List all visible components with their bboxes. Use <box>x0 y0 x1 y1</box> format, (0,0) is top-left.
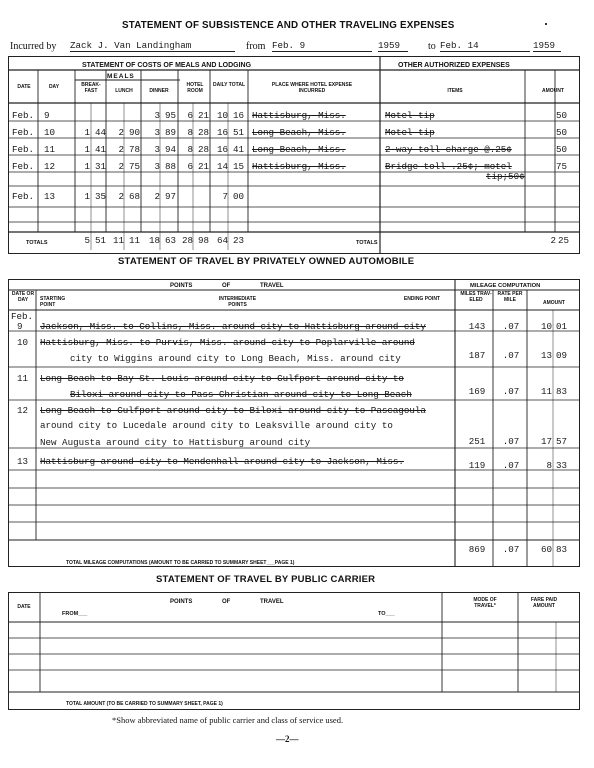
meal-row-day: 12 <box>44 161 56 172</box>
meal-l-dollars: 2 <box>118 161 124 172</box>
meal-bf-dollars: 1 <box>84 161 90 172</box>
meal-l-dollars: 2 <box>118 127 124 138</box>
mileage-header: MILEAGE COMPUTATION <box>470 283 541 289</box>
meal-d-dollars: 3 <box>154 127 160 138</box>
meal-d-cents: 88 <box>165 161 177 172</box>
meal-t-dollars: 7 <box>222 191 228 202</box>
auto-row-miles: 119 <box>468 460 486 471</box>
auto-row-amount-dollars: 17 <box>540 436 552 447</box>
other-row-item-cont: tip;50¢ <box>486 171 525 182</box>
meal-t-dollars: 10 <box>216 110 228 121</box>
to-year-value: 1959 <box>533 40 561 52</box>
auto-row-rate: .07 <box>502 436 520 447</box>
auto-row-amount-dollars: 11 <box>540 386 552 397</box>
meal-t-dollars: 14 <box>216 161 228 172</box>
other-row-item: 2-way toll charge @.25¢ <box>385 144 512 155</box>
meal-bf-cents: 35 <box>95 191 107 202</box>
auto-col-rate: RATE PER MILE <box>497 291 523 303</box>
auto-row-rate: .07 <box>502 350 520 361</box>
auto-row-route-line: Biloxi around city to Pass Christian around city to Long Beach <box>70 389 412 400</box>
from-year-value: 1959 <box>378 40 408 52</box>
auto-total-amount-dollars: 60 <box>540 544 552 555</box>
other-total-cents: 25 <box>558 235 570 246</box>
auto-total-rate: .07 <box>502 544 520 555</box>
corner-dot <box>545 23 547 25</box>
page-number: —2— <box>276 734 299 744</box>
meal-row-date: Feb. <box>12 127 35 138</box>
to-label: to <box>428 41 436 52</box>
auto-row-miles: 251 <box>468 436 486 447</box>
auto-row-day: 13 <box>17 456 29 467</box>
auto-row-amount-cents: 83 <box>556 386 568 397</box>
other-row-item: Bridge toll .25¢; motel <box>385 161 512 172</box>
auto-row-rate: .07 <box>502 460 520 471</box>
auto-row-day: 9 <box>17 321 23 332</box>
meals-section-title: STATEMENT OF COSTS OF MEALS AND LODGING <box>82 62 252 69</box>
meal-d-dollars: 3 <box>154 144 160 155</box>
col-breakfast-header: BREAK-FAST <box>81 82 101 94</box>
auto-col-ending: ENDING POINT <box>403 296 440 302</box>
form-title: STATEMENT OF SUBSISTENCE AND OTHER TRAVELING EXPENSES <box>122 20 455 31</box>
meal-row-date: Feb. <box>12 110 35 121</box>
meal-h-cents: 21 <box>198 110 210 121</box>
auto-total-label: TOTAL MILEAGE COMPUTATIONS (AMOUNT TO BE CARRIED TO SUMMARY SHEET___PAGE 1) <box>66 560 295 566</box>
meal-t-dollars: 16 <box>216 127 228 138</box>
auto-row-miles: 143 <box>468 321 486 332</box>
meal-d-dollars: 3 <box>154 110 160 121</box>
auto-row-miles: 187 <box>468 350 486 361</box>
auto-row-amount-dollars: 8 <box>546 460 552 471</box>
incurred-by-value: Zack J. Van Landingham <box>70 40 235 52</box>
auto-row-amount-cents: 01 <box>556 321 568 332</box>
meal-bf-cents: 31 <box>95 161 107 172</box>
other-row-item: Motel tip <box>385 110 435 121</box>
col-hotel-header: HOTEL ROOM <box>186 82 204 94</box>
footer-note: *Show abbreviated name of public carrier and class of service used. <box>112 715 344 725</box>
auto-row-rate: .07 <box>502 386 520 397</box>
auto-row-route-line: New Augusta around city to Hattisburg around city <box>40 437 311 448</box>
public-total-label: TOTAL AMOUNT (TO BE CARRIED TO SUMMARY SHEET, PAGE 1) <box>66 701 223 707</box>
auto-row-route-line: Hattisburg, Miss. to Purvis, Miss. around city to Poplarville around <box>40 337 415 348</box>
auto-row-route-line: city to Wiggins around city to Long Beach, Miss. around city <box>70 353 401 364</box>
auto-row-route-line: Long Beach to Gulfport around city to Biloxi around city to Pascagoula <box>40 405 426 416</box>
auto-row-amount-dollars: 10 <box>540 321 552 332</box>
from-label: from <box>246 41 266 52</box>
meal-d-cents: 97 <box>165 191 177 202</box>
auto-col-starting: STARTING POINT <box>40 296 66 308</box>
meal-l-cents: 78 <box>129 144 141 155</box>
auto-col-date: DATE OR DAY <box>11 291 35 303</box>
meal-total-bf-dollars: 5 <box>84 235 90 246</box>
auto-row-day: 10 <box>17 337 29 348</box>
auto-row-rate: .07 <box>502 321 520 332</box>
auto-row-day: 11 <box>17 373 29 384</box>
meal-h-dollars: 6 <box>187 161 193 172</box>
auto-row-route-line: Jackson, Miss. to Collins, Miss. around city to Hattisburg around city <box>40 321 426 332</box>
meal-bf-cents: 41 <box>95 144 107 155</box>
meal-total-h-dollars: 28 <box>181 235 193 246</box>
auto-month: Feb. <box>11 311 34 322</box>
meal-total-h-cents: 98 <box>198 235 210 246</box>
meal-t-dollars: 16 <box>216 144 228 155</box>
meal-row-day: 10 <box>44 127 56 138</box>
meal-total-d-dollars: 18 <box>148 235 160 246</box>
col-date-header: DATE <box>17 84 31 90</box>
meal-l-cents: 68 <box>129 191 141 202</box>
other-total-dollars: 2 <box>550 235 556 246</box>
meal-h-dollars: 8 <box>187 127 193 138</box>
meal-h-cents: 28 <box>198 144 210 155</box>
meal-t-cents: 00 <box>233 191 245 202</box>
meal-d-dollars: 3 <box>154 161 160 172</box>
other-expenses-title: OTHER AUTHORIZED EXPENSES <box>398 62 510 69</box>
meal-row-date: Feb. <box>12 161 35 172</box>
meal-l-cents: 75 <box>129 161 141 172</box>
meal-row-day: 13 <box>44 191 56 202</box>
meal-d-cents: 94 <box>165 144 177 155</box>
meal-bf-dollars: 1 <box>84 144 90 155</box>
auto-row-route-line: Hattisburg around city to Mendenhall around city to Jackson, Miss. <box>40 456 404 467</box>
auto-section-title: STATEMENT OF TRAVEL BY PRIVATELY OWNED AUTOMOBILE <box>118 256 415 267</box>
meal-row-place: Long Beach, Miss. <box>252 144 346 155</box>
meal-row-place: Long Beach, Miss. <box>252 127 346 138</box>
auto-row-route-line: around city to Lucedale around city to Leaksville around city to <box>40 420 393 431</box>
col-amount-header: AMOUNT <box>542 88 564 94</box>
auto-row-amount-cents: 57 <box>556 436 568 447</box>
public-from-label: FROM___ <box>62 611 88 617</box>
col-daily-total-header: DAILY TOTAL <box>212 82 246 88</box>
meal-total-l-dollars: 11 <box>112 235 124 246</box>
incurred-by-label: Incurred by <box>10 41 57 52</box>
other-row-amount-cents: 50 <box>556 127 568 138</box>
public-points-header: POINTS OF TRAVEL <box>170 599 284 605</box>
col-lunch-header: LUNCH <box>115 88 133 94</box>
to-date-value: Feb. 14 <box>440 40 530 52</box>
col-place-header: PLACE WHERE HOTEL EXPENSE INCURRED <box>271 82 353 94</box>
meal-d-cents: 95 <box>165 110 177 121</box>
public-table-frame <box>8 592 580 710</box>
other-totals-label: TOTALS <box>356 240 378 246</box>
auto-row-day: 12 <box>17 405 29 416</box>
meal-row-date: Feb. <box>12 191 35 202</box>
public-section-title: STATEMENT OF TRAVEL BY PUBLIC CARRIER <box>156 574 376 585</box>
meal-bf-cents: 44 <box>95 127 107 138</box>
meal-total-t-dollars: 64 <box>216 235 228 246</box>
meal-h-dollars: 6 <box>187 110 193 121</box>
meal-row-day: 9 <box>44 110 50 121</box>
meal-row-day: 11 <box>44 144 56 155</box>
col-day-header: DAY <box>48 84 60 90</box>
meals-totals-label: TOTALS <box>26 240 48 246</box>
auto-col-intermediate: INTERMEDIATE POINTS <box>218 296 257 308</box>
other-row-amount-cents: 50 <box>556 144 568 155</box>
auto-points-header: POINTS OF TRAVEL <box>170 283 284 289</box>
auto-total-amount-cents: 83 <box>556 544 568 555</box>
auto-col-amount: AMOUNT <box>543 300 565 306</box>
auto-row-amount-cents: 09 <box>556 350 568 361</box>
meal-l-dollars: 2 <box>118 191 124 202</box>
meal-bf-dollars: 1 <box>84 127 90 138</box>
other-row-item: Motel tip <box>385 127 435 138</box>
meal-bf-dollars: 1 <box>84 191 90 202</box>
meal-h-cents: 21 <box>198 161 210 172</box>
meal-t-cents: 16 <box>233 110 245 121</box>
meal-t-cents: 15 <box>233 161 245 172</box>
meal-l-dollars: 2 <box>118 144 124 155</box>
auto-col-miles: MILES TRAV-ELED <box>460 291 492 303</box>
public-col-mode: MODE OF TRAVEL* <box>473 597 497 609</box>
meals-group-header: MEALS <box>107 73 135 80</box>
public-col-fare: FARE PAID AMOUNT <box>530 597 558 609</box>
other-row-amount-cents: 75 <box>556 161 568 172</box>
meal-h-dollars: 8 <box>187 144 193 155</box>
meal-h-cents: 28 <box>198 127 210 138</box>
auto-total-miles: 869 <box>468 544 486 555</box>
public-col-date: DATE <box>17 604 31 610</box>
other-row-amount-cents: 50 <box>556 110 568 121</box>
from-date-value: Feb. 9 <box>272 40 372 52</box>
meal-row-place: Hattisburg, Miss. <box>252 110 346 121</box>
meal-row-date: Feb. <box>12 144 35 155</box>
meal-d-cents: 89 <box>165 127 177 138</box>
meal-t-cents: 41 <box>233 144 245 155</box>
auto-row-route-line: Long Beach to Bay St. Louis around city to Gulfport around city to <box>40 373 404 384</box>
col-items-header: ITEMS <box>447 88 463 94</box>
meal-row-place: Hattisburg, Miss. <box>252 161 346 172</box>
meal-total-bf-cents: 51 <box>95 235 107 246</box>
meal-d-dollars: 2 <box>154 191 160 202</box>
auto-row-amount-cents: 33 <box>556 460 568 471</box>
auto-row-amount-dollars: 13 <box>540 350 552 361</box>
auto-row-miles: 169 <box>468 386 486 397</box>
col-dinner-header: DINNER <box>149 88 169 94</box>
meal-l-cents: 90 <box>129 127 141 138</box>
meal-total-t-cents: 23 <box>233 235 245 246</box>
meal-total-d-cents: 63 <box>165 235 177 246</box>
meal-total-l-cents: 11 <box>129 235 141 246</box>
meal-t-cents: 51 <box>233 127 245 138</box>
public-to-label: TO___ <box>378 611 395 617</box>
